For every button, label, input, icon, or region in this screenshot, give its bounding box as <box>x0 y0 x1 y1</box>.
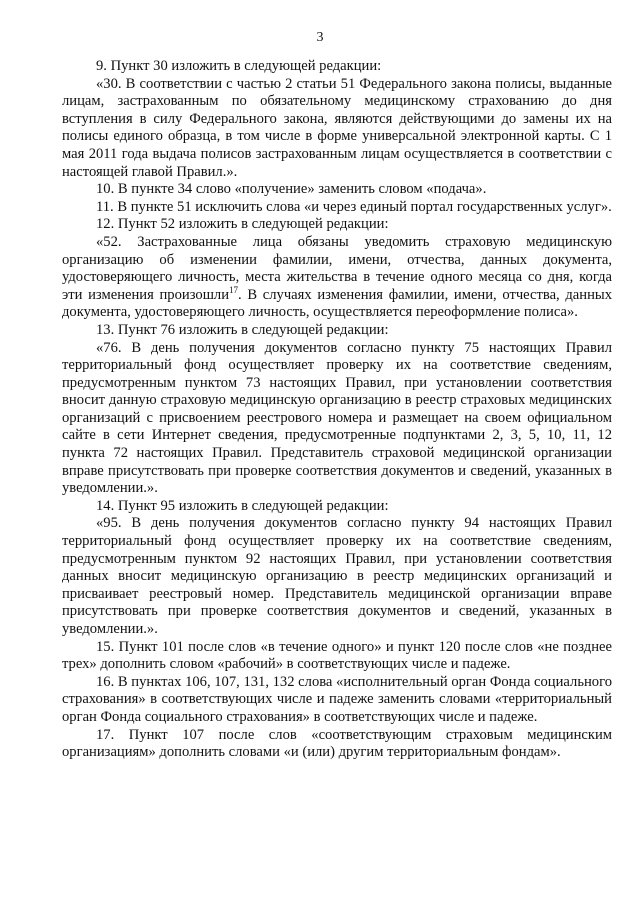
paragraph-item-12: 12. Пункт 52 изложить в следующей редакции: <box>96 216 389 233</box>
clause-52-tail: . В случаях изменения фамилии, имени, отчества, данных документа, удостоверяющего личность, осуществляется переоформление полиса». <box>62 286 613 321</box>
paragraph-item-15: 15. Пункт 101 после слов «в течение одного» и пункт 120 после слов «не позднее трех» дополнить словом «рабочий» в соответствующих числе и падеже. <box>62 638 612 673</box>
quoted-clause-76: «76. В день получения документов согласно пункту 75 настоящих Правил территориальный фонд осуществляет проверку их на соответствие сведениям, предусмотренным пунктом 73 настоящих Правил, при установлении соответствия вносит данную страховую медицинскую организацию в реестр страховых медицинских организаций с присвоением реестрового номера и размещает на своем официальном сайте в сети Интернет сведения, предусмотренные подпунктами 2, 3, 5, 10, 11, 12 пункта 72 настоящих Правил. Представитель страховой медицинской организации вправе присутствовать при проверке соответствия документов и сведений, указанных в уведомлении.». <box>62 339 612 497</box>
quoted-clause-52 <box>62 234 612 322</box>
paragraph-item-9: 9. Пункт 30 изложить в следующей редакции: <box>96 58 382 74</box>
quoted-clause-30: «30. В соответствии с частью 2 статьи 51 Федерального закона полисы, выданные лицам, застрахованным по обязательному медицинскому страхованию до дня вступления в силу Федерального закона, являются действующими до замены их на полисы единого образца, в том числе в форме универсальной электронной карты. С 1 мая 2011 года выдача полисов застрахованным лицам осуществляется в соответствии с настоящей главой Правил.». <box>62 75 612 180</box>
clause-52-text: «52. Застрахованные лица обязаны уведомить страховую медицинскую организацию об изменении фамилии, имени, отчества, данных документа, удостоверяющего личность, места жительства в течение одного месяца со дня, когда эти изменения произошли <box>62 233 612 303</box>
paragraph-item-14: 14. Пункт 95 изложить в следующей редакции: <box>96 497 389 514</box>
footnote-ref: 17 <box>229 284 239 295</box>
document-body <box>62 58 612 762</box>
paragraph-item-17: 17. Пункт 107 после слов «соответствующим страховым медицинским организациям» дополнить словами «и (или) другим территориальным фондам». <box>62 726 612 761</box>
quoted-clause-95: «95. В день получения документов согласно пункту 94 настоящих Правил территориальный фонд осуществляет проверку их на соответствие сведениям, предусмотренным пунктом 92 настоящих Правил, при установлении соответствия данных вносит медицинскую организацию в реестр медицинских организаций и присваивает реестровый номер. Представитель медицинской организации вправе присутствовать при проверке соответствия документов и сведений, указанных в уведомлении.». <box>62 515 612 637</box>
paragraph-item-16: 16. В пунктах 106, 107, 131, 132 слова «исполнительный орган Фонда социального страхования» в соответствующих числе и падеже заменить словами «территориальный орган Фонда социального страхования» в соответствующих числе и падеже. <box>62 673 612 725</box>
page-number: 3 <box>316 30 324 45</box>
paragraph-item-13: 13. Пункт 76 изложить в следующей редакции: <box>96 321 389 338</box>
paragraph-item-11: 11. В пункте 51 исключить слова «и через единый портал государственных услуг». <box>96 198 612 215</box>
paragraph-item-10: 10. В пункте 34 слово «получение» заменить словом «подача». <box>96 181 487 198</box>
